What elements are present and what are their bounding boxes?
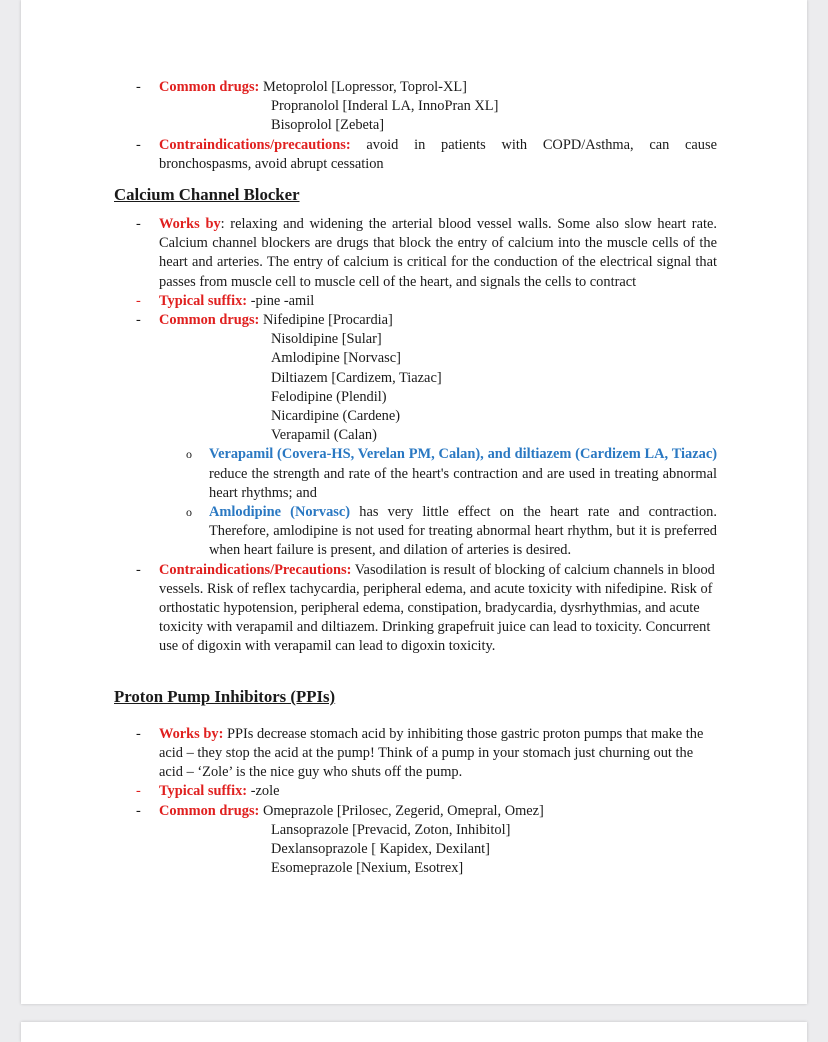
ccb-drugs-label: Common drugs: — [159, 312, 260, 329]
ccb-contra-text: Vasodilation is result of blocking of calcium channels in blood vessels. Risk of reflex tachycardia, peripheral edema, and acute toxicity with nifedipine. Risk of orthostatic hypotension, peripheral edema, constipation, bradycardia, dysrhythmias, and acute toxicity with verapamil and diltiazem. Drinking grapefruit juice can lead to toxicity. Concurrent use of digoxin with verapamil can lead to digoxin toxicity. — [159, 561, 715, 655]
dash-bullet: - — [136, 312, 141, 329]
bb-contra-item — [114, 136, 717, 174]
bb-drug-3: Bisoprolol [Zebeta] — [271, 117, 385, 134]
dash-bullet: - — [136, 79, 141, 95]
ppi-drugs-item — [114, 802, 717, 821]
ppi-works-label: Works by: — [159, 725, 224, 742]
ccb-sub1-highlight: Verapamil (Covera-HS, Verelan PM, Calan), and diltiazem (Cardizem LA, Tiazac) — [209, 446, 717, 463]
ccb-suffix-item — [114, 292, 717, 311]
bb-drug-2: Propranolol [Inderal LA, InnoPran XL] — [271, 98, 499, 115]
ppi-works-text: PPIs decrease stomach acid by inhibiting those gastric proton pumps that make the acid – they stop the acid at the pump! Think of a pump in your stomach just churning out the acid – ‘Zole’ is the nice guy who shuts off the pump. — [159, 725, 704, 781]
ccb-works-label: Works by — [159, 216, 221, 233]
ccb-drug-3: Amlodipine [Norvasc] — [271, 350, 401, 367]
bb-drug-1: Metoprolol [Lopressor, Toprol-XL] — [262, 79, 467, 95]
ccb-drug-2: Nisoldipine [Sular] — [271, 331, 382, 348]
ccb-drug-1: Nifedipine [Procardia] — [262, 312, 393, 329]
ccb-sub-item-1 — [114, 445, 717, 503]
ccb-sub-item-2 — [114, 503, 717, 561]
ccb-contra-item — [114, 561, 717, 657]
ccb-drug-6: Nicardipine (Cardene) — [271, 408, 401, 425]
bb-drugs-label: Common drugs: — [159, 79, 260, 95]
bb-drugs-item — [114, 78, 717, 97]
bb-contra-text: avoid in patients with COPD/Asthma, can cause bronchospasms, avoid abrupt cessation — [159, 136, 717, 172]
ccb-contra-label: Contraindications/Precautions: — [159, 561, 352, 578]
ppi-drugs-label: Common drugs: — [159, 802, 260, 819]
next-page — [21, 1022, 807, 1042]
ccb-heading: Calcium Channel Blocker — [114, 185, 300, 205]
circle-bullet: o — [186, 505, 192, 520]
circle-bullet: o — [186, 447, 192, 462]
ccb-drug-4: Diltiazem [Cardizem, Tiazac] — [271, 369, 442, 386]
ccb-sub2-text: has very little effect on the heart rate and contraction. Therefore, amlodipine is not used for treating abnormal heart rhythm, but it is preferred when heart failure is present, and dilation of arteries is desired. — [209, 504, 717, 559]
dash-bullet: - — [136, 292, 141, 309]
ppi-drug-1: Omeprazole [Prilosec, Zegerid, Omepral, Omez] — [262, 802, 544, 819]
ccb-drug-5: Felodipine (Plendil) — [271, 388, 387, 405]
ppi-drug-4: Esomeprazole [Nexium, Esotrex] — [271, 860, 464, 877]
ccb-sub1-text: reduce the strength and rate of the heart's contraction and are used in treating abnormal heart rhythms; and — [209, 465, 717, 501]
ppi-suffix-label: Typical suffix: — [159, 783, 248, 800]
ppi-drug-3: Dexlansoprazole [ Kapidex, Dexilant] — [271, 840, 490, 857]
ccb-works-text: : relaxing and widening the arterial blood vessel walls. Some also slow heart rate. Calcium channel blockers are drugs that block the entry of calcium into the muscle cells of the heart and arteries. The entry of calcium is critical for the conduction of the electrical signal that passes from muscle cell to muscle cell of the heart, and signals the cells to contract — [159, 216, 717, 290]
ppi-suffix-text: -zole — [250, 783, 280, 800]
ccb-drugs-item — [114, 311, 717, 330]
dash-bullet: - — [136, 783, 141, 800]
dash-bullet: - — [136, 802, 141, 819]
ccb-suffix-label: Typical suffix: — [159, 292, 248, 309]
ccb-works-item — [114, 215, 717, 292]
dash-bullet: - — [136, 561, 141, 578]
ppi-suffix-item — [114, 782, 717, 801]
ppi-drug-2: Lansoprazole [Prevacid, Zoton, Inhibitol] — [271, 821, 511, 838]
document-page — [21, 0, 807, 1004]
ppi-heading: Proton Pump Inhibitors (PPIs) — [114, 686, 336, 706]
ppi-works-item — [114, 725, 717, 783]
ccb-sub2-highlight: Amlodipine (Norvasc) — [209, 504, 351, 521]
ccb-suffix-text: -pine -amil — [250, 292, 315, 309]
dash-bullet: - — [136, 216, 141, 233]
page-content — [114, 78, 717, 878]
dash-bullet: - — [136, 136, 141, 153]
dash-bullet: - — [136, 725, 141, 742]
ccb-drug-7: Verapamil (Calan) — [271, 427, 377, 444]
bb-contra-label: Contraindications/precautions: — [159, 136, 351, 153]
